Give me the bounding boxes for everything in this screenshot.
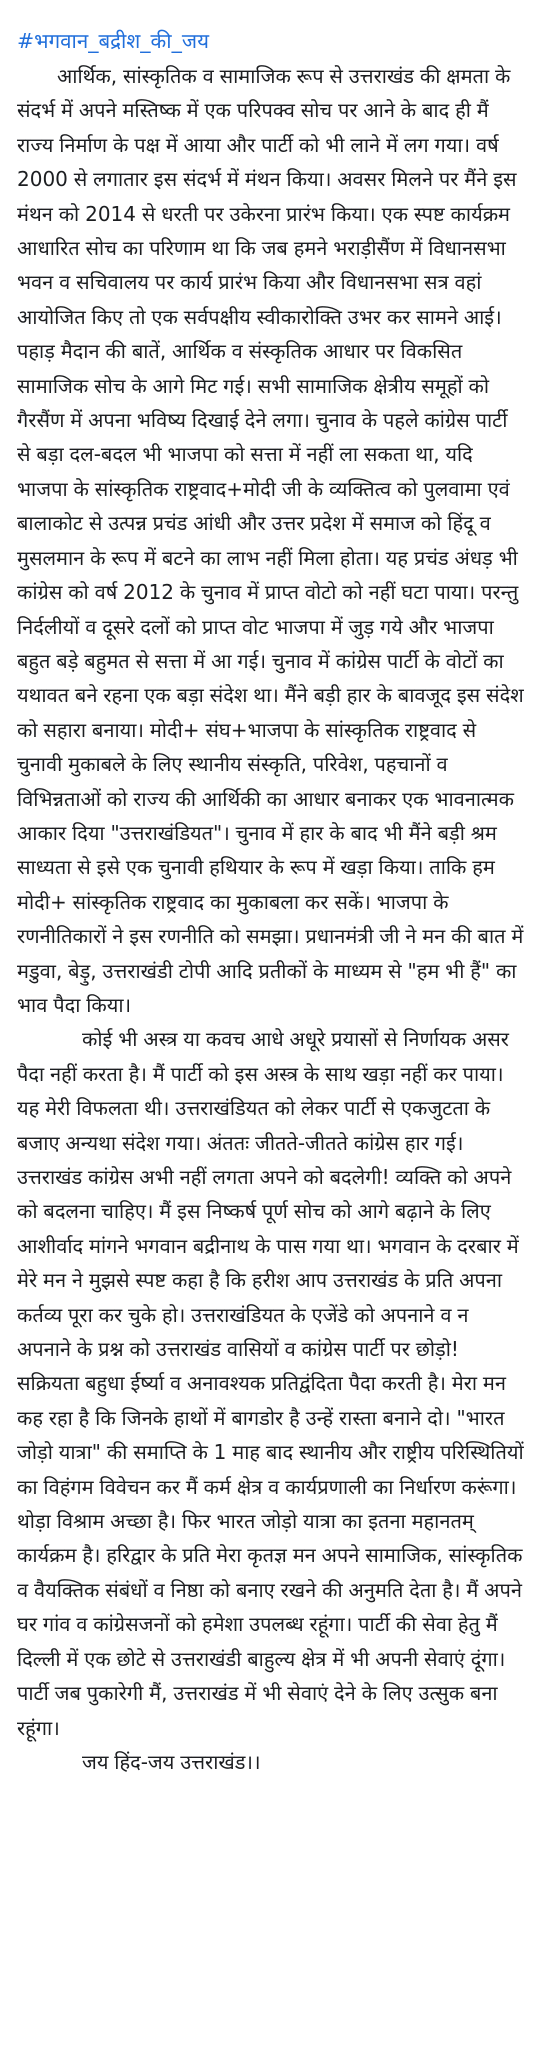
post-paragraph-2: कोई भी अस्त्र या कवच आधे अधूरे प्रयासों से निर्णायक असर पैदा नहीं करता है। मैं पार्टी को इस अस्त्र के साथ खड़ा नहीं कर पाया। यह मेरी विफलता थी। उत्तराखंडियत को लेकर पार्टी से एकजुटता के बजाए अन्यथा संदेश गया। अंततः जीतते-जीतते कांग्रेस हार गई। उत्तराखंड कांग्रेस अभी नहीं लगता अपने को बदलेगी! व्यक्ति को अपने को बदलना चाहिए। मैं इस निष्कर्ष पूर्ण सोच को आगे बढ़ाने के लिए आशीर्वाद मांगने भगवान बद्रीनाथ के पास गया था। भगवान के दरबार में मेरे मन ने मुझसे स्पष्ट कहा है कि हरीश आप उत्तराखंड के प्रति अपना कर्तव्य पूरा कर चुके हो। उत्तराखंडियत के एजेंडे को अपनाने व न अपनाने के प्रश्न को उत्तराखंड वासियों व कांग्रेस पार्टी पर छोड़ो! सक्रियता बहुधा ईर्ष्या व अनावश्यक प्रतिद्वंदिता पैदा करती है। मेरा मन कह रहा है कि जिनके हाथों में बागडोर है उन्हें रास्ता बनाने दो। "भारत जोड़ो यात्रा" की समाप्ति के 1 माह बाद स्थानीय और राष्ट्रीय परिस्थितियों का विहंगम विवेचन कर मैं कर्म क्षेत्र व कार्यप्रणाली का निर्धारण करूंगा। थोड़ा विश्राम अच्छा है। फिर भारत जोड़ो यात्रा का इतना महानतम् कार्यक्रम है। हरिद्वार के प्रति मेरा कृतज्ञ मन अपने सामाजिक, सांस्कृतिक व वैयक्तिक संबंधों व निष्ठा को बनाए रखने की अनुमति देता है। मैं अपने घर गांव व कांग्रेसजनों को हमेशा उपलब्ध रहूंगा। पार्टी की सेवा हेतु मैं दिल्ली में एक छोटे से उत्तराखंडी बाहुल्य क्षेत्र में भी अपनी सेवाएं दूंगा। पार्टी जब पुकारेगी मैं, उत्तराखंड में भी सेवाएं देने के लिए उत्सुक बना रहूंगा।: [17, 1027, 524, 1740]
post-paragraph-1: आर्थिक, सांस्कृतिक व सामाजिक रूप से उत्तराखंड की क्षमता के संदर्भ में अपने मस्तिष्क में एक परिपक्व सोच पर आने के बाद ही मैं राज्य निर्माण के पक्ष में आया और पार्टी को भी लाने में लग गया। वर्ष 2000 से लगातार इस संदर्भ में मंथन किया। अवसर मिलने पर मैंने इस मंथन को 2014 से धरती पर उकेरना प्रारंभ किया। एक स्पष्ट कार्यक्रम आधारित सोच का परिणाम था कि जब हमने भराड़ीसैंण में विधानसभा भवन व सचिवालय पर कार्य प्रारंभ किया और विधानसभा सत्र वहां आयोजित किए तो एक सर्वपक्षीय स्वीकारोक्ति उभर कर सामने आई। पहाड़ मैदान की बातें, आर्थिक व संस्कृतिक आधार पर विकसित सामाजिक सोच के आगे मिट गई। सभी सामाजिक क्षेत्रीय समूहों को गैरसैंण में अपना भविष्य दिखाई देने लगा। चुनाव के पहले कांग्रेस पार्टी से बड़ा दल-बदल भी भाजपा को सत्ता में नहीं ला सकता था, यदि भाजपा के सांस्कृतिक राष्ट्रवाद+मोदी जी के व्यक्तित्व को पुलवामा एवं बालाकोट से उत्पन्न प्रचंड आंधी और उत्तर प्रदेश में समाज को हिंदू व मुसलमान के रूप में बटने का लाभ नहीं मिला होता। यह प्रचंड अंधड़ भी कांग्रेस को वर्ष 2012 के चुनाव में प्राप्त वोटो को नहीं घटा पाया। परन्तु निर्दलीयों व दूसरे दलों को प्राप्त वोट भाजपा में जुड़ गये और भाजपा बहुत बड़े बहुमत से सत्ता में आ गई। चुनाव में कांग्रेस पार्टी के वोटों का यथावत बने रहना एक बड़ा संदेश था। मैंने बड़ी हार के बावजूद इस संदेश को सहारा बनाया। मोदी+ संघ+भाजपा के सांस्कृतिक राष्ट्रवाद से चुनावी मुकाबले के लिए स्थानीय संस्कृति, परिवेश, पहचानों व विभिन्नताओं को राज्य की आर्थिकी का आधार बनाकर एक भावनात्मक आकार दिया "उत्तराखंडियत"। चुनाव में हार के बाद भी मैंने बड़ी श्रम साध्यता से इसे एक चुनावी हथियार के रूप में खड़ा किया। ताकि हम मोदी+ सांस्कृतिक राष्ट्रवाद का मुकाबला कर सकें। भाजपा के रणनीतिकारों ने इस रणनीति को समझा। प्रधानमंत्री जी ने मन की बात में मडुवा, बेड़ु, उत्तराखंडी टोपी आदि प्रतीकों के माध्यम से "हम भी हैं" का भाव पैदा किया।: [17, 64, 524, 1017]
post-sign-off: जय हिंद-जय उत्तराखंड।।: [82, 1749, 261, 1774]
hashtag-link[interactable]: #भगवान_बद्रीश_की_जय: [17, 29, 209, 53]
